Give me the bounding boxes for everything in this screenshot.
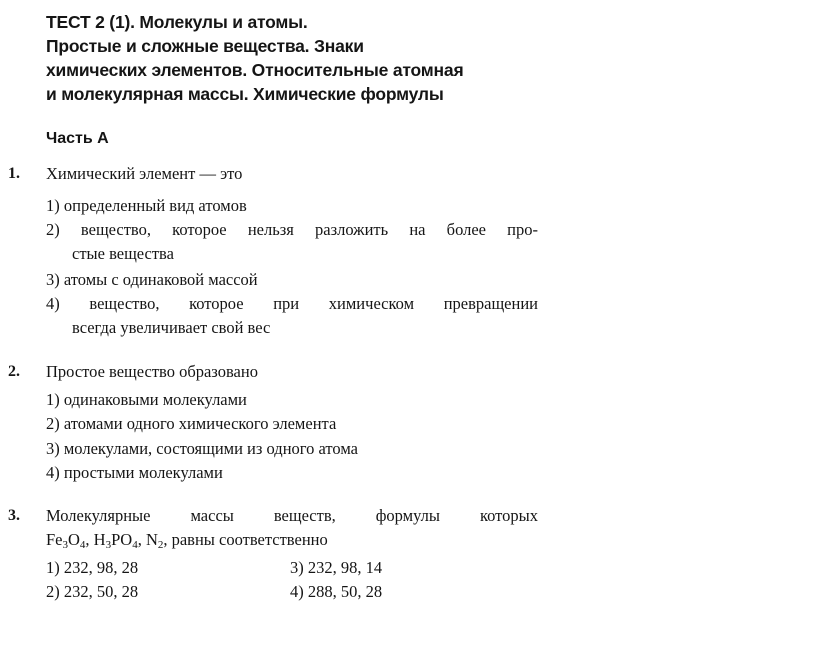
answer-option: 3) 232, 98, 14 [290,558,383,577]
answer-option: 2) атомами одного химического элемента [46,414,337,433]
option-text-continued: всегда увеличивает свой вес [72,318,271,337]
question-2 [0,360,560,490]
option-text-continued: стые вещества [72,244,174,263]
option-text: 1) определенный вид атомов [46,196,247,215]
question-text: Молекулярные массы веществ, формулы которых [46,506,538,525]
formula-n2: $N_2$ [145,530,164,551]
title-line: Простые и сложные вещества. Знаки [46,36,364,56]
answer-option: 2) 232, 50, 28 [46,582,139,601]
answer-option [46,194,538,218]
question-number: 1. [8,165,20,182]
question-3 [0,504,560,614]
answer-option: 3) молекулами, состоящими из одного атома [46,439,358,458]
answer-option [46,268,538,292]
question-formula-line: $Fe_3O_4$, $H_3PO_4$, $N_2$, равны соответственно [46,530,328,551]
title-line: ТЕСТ 2 (1). Молекулы и атомы. [46,12,308,32]
answer-option: 1) 232, 98, 28 [46,558,139,577]
question-text: Химический элемент — это [46,164,243,183]
option-text: 3) атомы с одинаковой массой [46,270,258,289]
question-number: 2. [8,363,20,380]
part-heading: Часть А [46,130,109,147]
title-line: и молекулярная массы. Химические формулы [46,84,444,104]
answer-option [46,218,538,242]
option-text: 4) вещество, которое при химическом превращении [46,294,538,313]
question-1 [0,162,560,342]
formula-h3po4: $H_3PO_4$ [93,530,138,551]
answer-option: 4) 288, 50, 28 [290,582,383,601]
option-text: 2) вещество, которое нельзя разложить на более про- [46,220,538,239]
answer-option: 1) одинаковыми молекулами [46,390,247,409]
title-line: химических элементов. Относительные атомная [46,60,464,80]
answer-option: 4) простыми молекулами [46,463,223,482]
formula-fe3o4: $Fe_3O_4$ [46,530,86,551]
question-text: Простое вещество образовано [46,362,258,381]
question-number: 3. [8,507,20,524]
test-title [46,10,566,106]
answer-option [46,292,538,316]
